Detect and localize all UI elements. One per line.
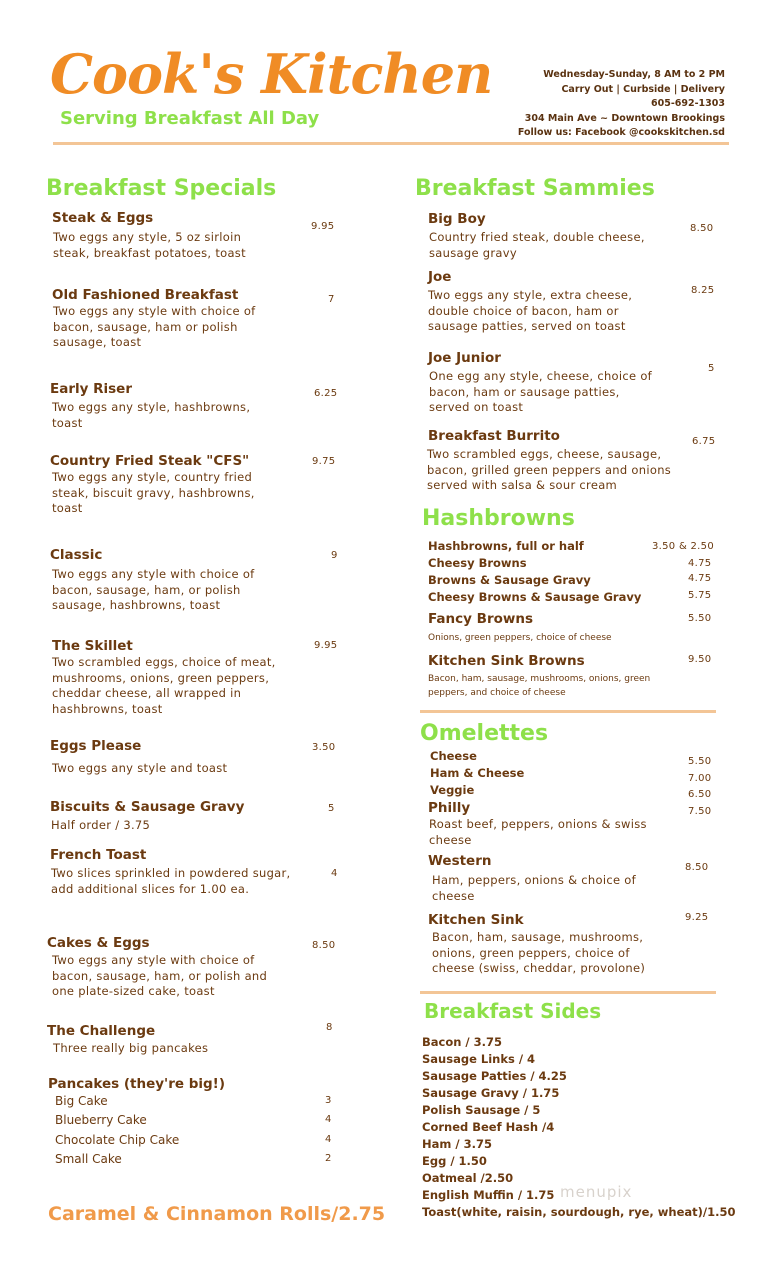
item-desc: Two eggs any style with choice of bacon, sausage, ham or polish sausage, toast [53, 304, 256, 349]
item-price: 7 [328, 294, 335, 305]
side-item: Sausage Patties / 4.25 [422, 1069, 567, 1083]
item-name: The Challenge [47, 1023, 156, 1039]
service-options: Carry Out | Curbside | Delivery [561, 83, 725, 95]
pancake-price: 4 [325, 1134, 332, 1145]
social: Follow us: Facebook @cookskitchen.sd [517, 127, 725, 138]
item-desc: Two eggs any style and toast [52, 761, 228, 775]
side-item: Ham / 3.75 [422, 1137, 492, 1151]
item-name: Veggie [430, 783, 475, 797]
item-name: Pancakes (they're big!) [48, 1076, 225, 1092]
item-price: 3.50 & 2.50 [652, 541, 714, 552]
item-name: Philly [428, 800, 471, 816]
item-name: Cakes & Eggs [47, 935, 150, 951]
item-price: 6.25 [314, 388, 338, 399]
item-desc: Bacon, ham, sausage, mushrooms, onions, green peppers, and choice of cheese [428, 674, 651, 698]
side-item: Polish Sausage / 5 [422, 1103, 541, 1117]
item-price: 8.50 [312, 940, 336, 951]
side-item: English Muffin / 1.75 [422, 1188, 555, 1202]
item-price: 8.50 [685, 862, 709, 873]
item-name: Kitchen Sink Browns [428, 653, 585, 669]
item-name: The Skillet [52, 638, 133, 654]
item-desc: Ham, peppers, onions & choice of cheese [432, 873, 636, 903]
item-name: Western [428, 853, 492, 869]
item-name: Joe Junior [428, 350, 501, 366]
item-name: Country Fried Steak "CFS" [50, 453, 250, 469]
item-desc: Half order / 3.75 [51, 818, 151, 832]
item-desc: Two slices sprinkled in powdered sugar, add additional slices for 1.00 ea. [51, 866, 291, 896]
item-name: Big Boy [428, 211, 486, 227]
item-name: Classic [50, 547, 103, 563]
item-price: 7.00 [688, 773, 712, 784]
side-item: Bacon / 3.75 [422, 1035, 503, 1049]
item-name: Old Fashioned Breakfast [52, 287, 239, 303]
item-name: Joe [428, 269, 452, 285]
item-name: Ham & Cheese [430, 766, 525, 780]
item-desc: Two eggs any style, 5 oz sirloin steak, breakfast potatoes, toast [53, 230, 246, 260]
item-price: 5.75 [688, 590, 712, 601]
item-price: 9.95 [314, 640, 338, 651]
item-name: Fancy Browns [428, 611, 533, 627]
side-item: Egg / 1.50 [422, 1154, 487, 1168]
pancake-name: Blueberry Cake [55, 1113, 147, 1127]
side-item: Sausage Gravy / 1.75 [422, 1086, 560, 1100]
item-desc: Bacon, ham, sausage, mushrooms, onions, green peppers, choice of cheese (swiss, cheddar, provolone) [432, 930, 646, 975]
item-price: 4.75 [688, 573, 712, 584]
side-item: Sausage Links / 4 [422, 1052, 536, 1066]
item-price: 6.75 [692, 436, 716, 447]
item-price: 8.50 [690, 223, 714, 234]
item-desc: Two eggs any style, hashbrowns, toast [52, 400, 251, 430]
watermark: menupix [560, 1183, 633, 1201]
item-name: Biscuits & Sausage Gravy [50, 799, 245, 815]
item-desc: Two scrambled eggs, cheese, sausage, bacon, grilled green peppers and onions served with salsa & sour cream [427, 447, 672, 492]
item-desc: Two eggs any style, country fried steak, biscuit gravy, hashbrowns, toast [52, 470, 255, 515]
item-price: 7.50 [688, 806, 712, 817]
hours: Wednesday-Sunday, 8 AM to 2 PM [543, 69, 725, 80]
item-desc: Country fried steak, double cheese, sausage gravy [429, 230, 645, 260]
item-price: 5.50 [688, 756, 712, 767]
restaurant-logo: Cook's Kitchen [50, 42, 493, 106]
item-price: 4.75 [688, 558, 712, 569]
hashbrowns-divider [420, 710, 716, 713]
item-desc: Two scrambled eggs, choice of meat, mushrooms, onions, green peppers, cheddar cheese, all wrapped in hashbrowns, toast [52, 655, 276, 716]
section-title-specials: Breakfast Specials [46, 176, 277, 201]
item-name: Browns & Sausage Gravy [428, 573, 591, 587]
item-name: Hashbrowns, full or half [428, 539, 584, 553]
item-price: 9.75 [312, 456, 336, 467]
item-desc: Roast beef, peppers, onions & swiss cheese [429, 817, 647, 847]
item-price: 5 [708, 363, 715, 374]
item-desc: Two eggs any style, extra cheese, double choice of bacon, ham or sausage patties, served on toast [428, 288, 633, 333]
pancake-price: 3 [325, 1095, 332, 1106]
section-title-omelettes: Omelettes [420, 721, 549, 746]
omelettes-divider [420, 991, 716, 994]
item-name: Breakfast Burrito [428, 428, 560, 444]
item-price: 8 [326, 1022, 333, 1033]
item-price: 4 [331, 868, 338, 879]
item-name: Cheesy Browns [428, 556, 527, 570]
section-title-sammies: Breakfast Sammies [415, 176, 655, 201]
pancake-price: 2 [325, 1153, 332, 1164]
side-item: Toast(white, raisin, sourdough, rye, wheat)/1.50 [422, 1205, 736, 1219]
section-title-sides: Breakfast Sides [424, 999, 602, 1023]
pancake-name: Chocolate Chip Cake [55, 1133, 180, 1147]
item-price: 8.25 [691, 285, 715, 296]
item-price: 5 [328, 803, 335, 814]
item-price: 6.50 [688, 789, 712, 800]
item-name: Cheesy Browns & Sausage Gravy [428, 590, 642, 604]
phone: 605-692-1303 [651, 98, 725, 109]
item-name: Cheese [430, 749, 477, 763]
item-desc: One egg any style, cheese, choice of bacon, ham or sausage patties, served on toast [429, 369, 653, 414]
item-name: Kitchen Sink [428, 912, 524, 928]
item-price: 5.50 [688, 613, 712, 624]
item-price: 9.50 [688, 654, 712, 665]
item-name: Early Riser [50, 381, 132, 397]
address: 304 Main Ave ~ Downtown Brookings [524, 112, 725, 124]
item-desc: Two eggs any style with choice of bacon, sausage, ham, or polish sausage, hashbrowns, toast [52, 567, 255, 612]
section-title-hashbrowns: Hashbrowns [422, 506, 575, 531]
item-price: 3.50 [312, 742, 336, 753]
restaurant-info [518, 68, 725, 141]
item-name: Eggs Please [50, 738, 142, 754]
rolls-footer: Caramel & Cinnamon Rolls/2.75 [48, 1203, 386, 1225]
header-divider [53, 142, 729, 145]
side-item: Corned Beef Hash /4 [422, 1120, 555, 1134]
item-price: 9.25 [685, 912, 709, 923]
item-desc: Three really big pancakes [53, 1041, 209, 1055]
item-desc: Onions, green peppers, choice of cheese [428, 633, 612, 643]
pancake-price: 4 [325, 1114, 332, 1125]
item-name: Steak & Eggs [52, 210, 154, 226]
pancake-name: Small Cake [55, 1152, 122, 1166]
tagline: Serving Breakfast All Day [60, 108, 320, 129]
side-item: Oatmeal /2.50 [422, 1171, 514, 1185]
item-desc: Two eggs any style with choice of bacon, sausage, ham, or polish and one plate-sized cake, toast [52, 953, 268, 998]
item-name: French Toast [50, 847, 147, 863]
item-price: 9.95 [311, 221, 335, 232]
item-price: 9 [331, 550, 338, 561]
pancake-name: Big Cake [55, 1094, 108, 1108]
